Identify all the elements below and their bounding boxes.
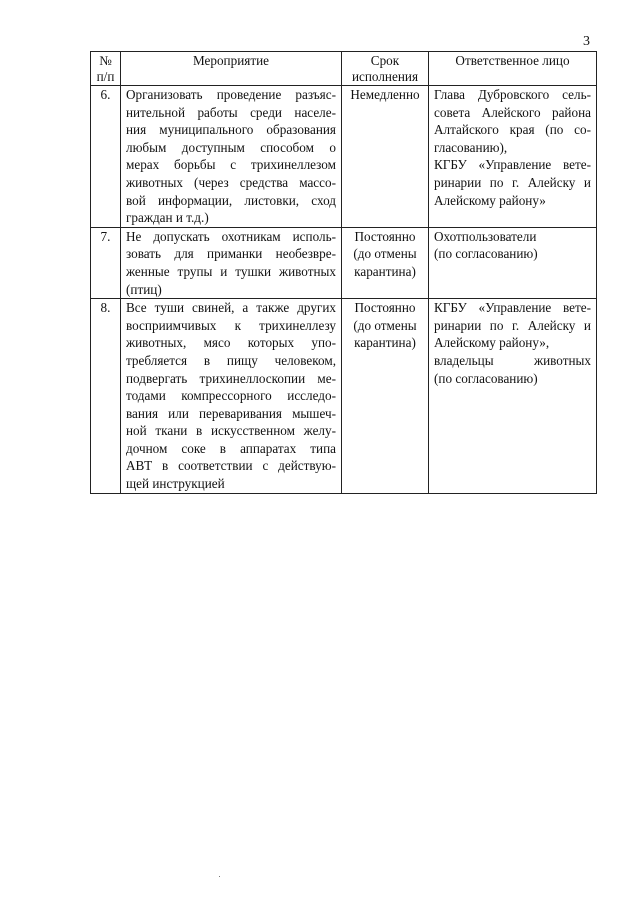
responsible-line: Глава Дубровского сель- [434, 87, 591, 102]
action-line: Не допускать охотникам исполь- [126, 228, 336, 244]
row-responsible [429, 299, 597, 494]
row-term [342, 86, 429, 228]
responsible-line: Алейскому району», [434, 335, 550, 351]
responsible-line: Алтайского края (по со- [434, 122, 591, 138]
action-line: граждан и т.д.) [126, 210, 209, 226]
action-line: ной ткани в искусственном желу- [126, 423, 336, 439]
responsible-line: КГБУ «Управление вете- [434, 300, 591, 316]
action-line: Организовать проведение разъяс- [126, 87, 336, 102]
responsible-line: владельцы животных [434, 352, 591, 368]
header-term-line: Срок [370, 53, 400, 68]
responsible-line: Алейскому району» [434, 192, 546, 208]
row-number: 6. [91, 86, 121, 228]
term-line: Постоянно [354, 228, 416, 244]
action-line: требляется в пищу человеком, [126, 352, 336, 368]
action-line: вания или переваривания мышеч- [126, 405, 336, 421]
responsible-line: совета Алейского района [434, 104, 591, 120]
responsible-line: гласованию), [434, 139, 508, 155]
responsible-line: (по согласованию) [434, 246, 538, 262]
row-number: 7. [91, 227, 121, 298]
action-line: тодами компрессорного исследо- [126, 388, 336, 404]
action-line: щей инструкцией [126, 476, 225, 492]
action-line: дочном соке в аппаратах типа [126, 440, 336, 456]
row-number: 8. [91, 299, 121, 494]
measures-table [90, 51, 597, 494]
header-num-line: п/п [96, 69, 115, 84]
row-responsible [429, 227, 597, 298]
row-term [342, 227, 429, 298]
term-line: карантина) [354, 335, 416, 351]
header-num-line: № [99, 53, 112, 68]
action-line: ния муниципального образования [126, 122, 336, 138]
action-line: нительной работы среди населе- [126, 104, 336, 120]
responsible-line: (по согласованию) [434, 370, 538, 386]
row-responsible [429, 86, 597, 228]
term-line: Немедленно [350, 87, 420, 102]
term-line: (до отмены [353, 317, 417, 333]
row-term [342, 299, 429, 494]
scan-speck [219, 876, 220, 877]
action-line: восприимчивых к трихинеллезу [126, 317, 336, 333]
table-row [91, 227, 597, 298]
action-line: АВТ в соответствии с действую- [126, 458, 336, 474]
responsible-line: ринарии по г. Алейску и [434, 174, 591, 190]
action-line: зовать для приманки необезвре- [126, 246, 336, 262]
action-line: женные трупы и тушки животных [126, 263, 336, 279]
table-row [91, 299, 597, 494]
header-term-line: исполнения [351, 69, 419, 84]
term-line: (до отмены [353, 246, 417, 262]
table-header-row [91, 52, 597, 86]
term-line: карантина) [354, 263, 416, 279]
header-num [91, 52, 121, 86]
header-responsible [429, 52, 597, 86]
action-line: (птиц) [126, 281, 162, 297]
action-line: вой информации, листовки, сход [126, 192, 336, 208]
term-line: Постоянно [354, 300, 416, 316]
action-line: любым доступным способом о [126, 139, 336, 155]
row-action [121, 299, 342, 494]
action-line: подвергать трихинеллоскопии ме- [126, 370, 336, 386]
page-number: 3 [583, 34, 590, 49]
responsible-line: Охотпользователи [434, 228, 537, 244]
header-term [342, 52, 429, 86]
header-action [121, 52, 342, 86]
responsible-line: ринарии по г. Алейску и [434, 317, 591, 333]
action-line: животных, мясо которых упо- [126, 335, 336, 351]
action-line: мерах борьбы с трихинеллезом [126, 157, 336, 173]
header-action-line: Мероприятие [192, 53, 270, 68]
header-responsible-line: Ответственное лицо [455, 53, 570, 68]
row-action [121, 227, 342, 298]
table-row [91, 86, 597, 228]
action-line: животных (через средства массо- [126, 174, 336, 190]
responsible-line: КГБУ «Управление вете- [434, 157, 591, 173]
row-action [121, 86, 342, 228]
action-line: Все туши свиней, а также других [126, 300, 336, 316]
